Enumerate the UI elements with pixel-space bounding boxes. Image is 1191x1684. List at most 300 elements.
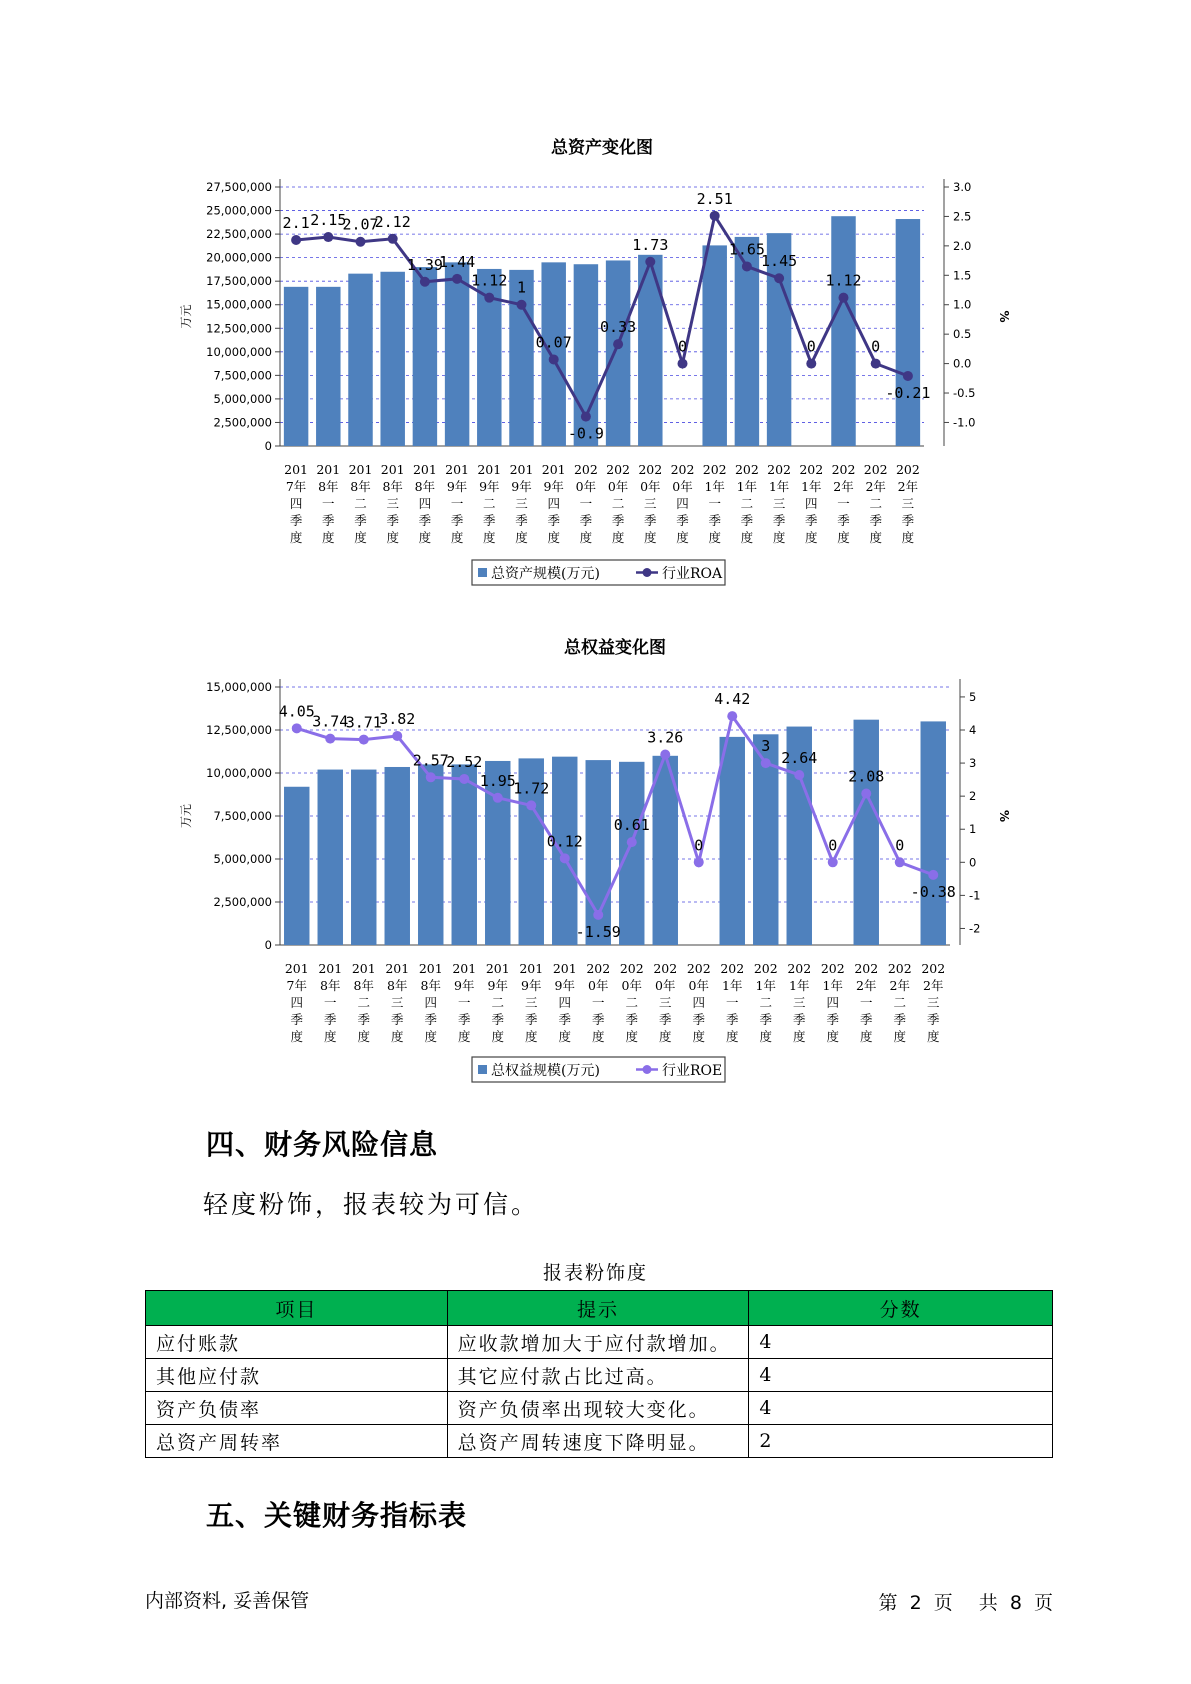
x-tick-label: 度 <box>323 1029 337 1044</box>
data-label: 0 <box>828 836 838 855</box>
y2-axis-label: % <box>997 310 1011 323</box>
y2-tick-label: -1.0 <box>953 415 976 430</box>
risk-table-header-row <box>146 1291 1053 1326</box>
total-prefix: 共 <box>978 1592 998 1614</box>
page-current: 2 <box>909 1592 922 1614</box>
y2-tick-label: -2 <box>969 921 981 936</box>
x-tick-label: 四 <box>805 496 818 511</box>
x-tick-label: 201 <box>316 462 341 477</box>
x-tick-label: 四 <box>692 995 706 1010</box>
x-tick-label: 8年 <box>420 978 441 993</box>
x-tick-label: 202 <box>863 462 888 477</box>
data-label: 2.07 <box>342 215 379 234</box>
x-tick-label: 0年 <box>621 978 642 993</box>
data-label: 2.57 <box>412 751 449 770</box>
bar <box>896 219 920 446</box>
x-tick-label: 三 <box>390 995 404 1010</box>
x-tick-label: 二 <box>625 995 639 1010</box>
bar <box>541 262 565 446</box>
x-tick-label: 季 <box>354 513 367 528</box>
cell-hint: 资产负债率出现较大变化。 <box>447 1392 749 1425</box>
x-tick-label: 9年 <box>446 479 468 494</box>
x-tick-label: 度 <box>792 1029 806 1044</box>
x-tick-label: 度 <box>418 530 432 545</box>
line-point <box>694 857 704 867</box>
x-tick-label: 2年 <box>923 978 944 993</box>
line-point <box>392 731 402 741</box>
x-tick-label: 度 <box>547 530 560 545</box>
x-tick-label: 8年 <box>318 479 339 494</box>
legend-bar-label: 总权益规模(万元) <box>491 1063 600 1079</box>
x-tick-label: 9年 <box>454 978 475 993</box>
page-total: 8 <box>1009 1592 1022 1614</box>
line-point <box>761 758 771 768</box>
x-tick-label: 1年 <box>755 978 776 993</box>
x-tick-label: 度 <box>658 1029 672 1044</box>
x-tick-label: 201 <box>385 961 410 976</box>
bar <box>831 216 855 446</box>
table-row <box>146 1359 1053 1392</box>
x-tick-label: 度 <box>354 530 367 545</box>
line-point <box>710 211 720 221</box>
footer-confidential: 内部资料, 妥善保管 <box>145 1590 310 1612</box>
x-tick-label: 201 <box>552 961 577 976</box>
data-label: -0.38 <box>910 882 956 901</box>
x-tick-label: 一 <box>725 995 739 1010</box>
x-tick-label: 度 <box>390 1029 404 1044</box>
y2-tick-label: -0.5 <box>953 386 976 401</box>
x-tick-label: 9年 <box>543 479 564 494</box>
x-tick-label: 2年 <box>889 978 910 993</box>
y2-tick-label: 4 <box>969 723 977 737</box>
line-point <box>526 800 536 810</box>
x-tick-label: 季 <box>772 513 786 528</box>
x-tick-label: 度 <box>386 530 399 545</box>
x-tick-label: 8年 <box>414 479 436 494</box>
x-tick-label: 一 <box>837 496 850 511</box>
bar <box>385 767 410 945</box>
line-point <box>660 749 670 759</box>
x-tick-label: 三 <box>792 995 806 1010</box>
line-point <box>388 234 398 244</box>
x-tick-label: 7年 <box>286 978 307 993</box>
data-label: 0.61 <box>613 816 650 835</box>
x-tick-label: 三 <box>926 995 940 1010</box>
x-tick-label: 度 <box>692 1029 706 1044</box>
cell-score: 4 <box>749 1326 1053 1359</box>
x-tick-label: 四 <box>424 995 438 1010</box>
header-hint: 提示 <box>447 1291 749 1326</box>
data-label: 2.51 <box>696 189 733 208</box>
x-tick-label: 201 <box>477 462 502 477</box>
x-tick-label: 2年 <box>897 479 919 494</box>
data-label: 0 <box>806 337 816 356</box>
y2-tick-label: 0 <box>969 855 977 870</box>
data-label: 0.07 <box>535 333 572 352</box>
cell-score: 4 <box>749 1359 1053 1392</box>
data-label: 1.73 <box>632 235 669 254</box>
line-point <box>420 277 430 287</box>
x-tick-label: 202 <box>831 462 856 477</box>
x-tick-label: 季 <box>837 513 850 528</box>
x-tick-label: 0年 <box>607 479 629 494</box>
x-tick-label: 度 <box>450 530 464 545</box>
x-tick-label: 度 <box>322 530 335 545</box>
x-tick-label: 季 <box>322 513 335 528</box>
x-tick-label: 四 <box>676 496 689 511</box>
footer-page-number <box>879 1588 1053 1615</box>
x-tick-label: 9年 <box>487 978 508 993</box>
x-tick-label: 季 <box>491 1012 505 1027</box>
y-tick-label: 15,000,000 <box>206 680 272 694</box>
line-point <box>493 793 503 803</box>
x-tick-label: 202 <box>767 462 792 477</box>
x-tick-label: 四 <box>547 496 560 511</box>
x-tick-label: 季 <box>515 513 528 528</box>
x-tick-label: 202 <box>670 462 695 477</box>
x-tick-label: 季 <box>524 1012 538 1027</box>
x-tick-label: 8年 <box>353 978 374 993</box>
data-label: 2.52 <box>446 752 483 771</box>
bar <box>445 262 469 446</box>
data-label: 1.95 <box>479 771 516 790</box>
cell-item: 其他应付款 <box>146 1359 448 1392</box>
x-tick-label: 度 <box>826 1029 840 1044</box>
bar <box>720 737 745 945</box>
x-tick-label: 一 <box>591 995 605 1010</box>
x-tick-label: 2年 <box>833 479 854 494</box>
data-label: 0 <box>694 836 704 855</box>
x-tick-label: 四 <box>289 496 303 511</box>
line-point <box>727 711 737 721</box>
total-equity-chart-svg <box>0 620 1191 1090</box>
x-tick-label: 度 <box>515 530 528 545</box>
line-point <box>794 770 804 780</box>
x-tick-label: 四 <box>290 995 304 1010</box>
table-row <box>146 1326 1053 1359</box>
x-tick-label: 季 <box>289 513 303 528</box>
header-score: 分数 <box>749 1291 1053 1326</box>
bar <box>284 287 308 446</box>
x-tick-label: 季 <box>625 1012 639 1027</box>
page-mid: 页 <box>933 1592 953 1614</box>
x-tick-label: 201 <box>445 462 470 477</box>
x-tick-label: 度 <box>805 530 818 545</box>
data-label: 0.33 <box>600 318 637 337</box>
data-label: 1 <box>516 278 527 297</box>
data-label: 2.08 <box>848 767 885 786</box>
x-tick-label: 季 <box>859 1012 873 1027</box>
x-tick-label: 度 <box>676 530 689 545</box>
x-tick-label: 202 <box>921 961 946 976</box>
x-tick-label: 202 <box>787 961 812 976</box>
x-tick-label: 二 <box>740 496 754 511</box>
x-tick-label: 三 <box>386 496 399 511</box>
x-tick-label: 度 <box>424 1029 438 1044</box>
x-tick-label: 二 <box>893 995 907 1010</box>
x-tick-label: 三 <box>901 496 915 511</box>
x-tick-label: 度 <box>901 530 915 545</box>
y-tick-label: 20,000,000 <box>206 250 272 265</box>
x-tick-label: 9年 <box>511 479 532 494</box>
y2-tick-label: 2 <box>969 789 977 804</box>
total-assets-chart <box>0 120 1191 590</box>
x-tick-label: 度 <box>558 1029 572 1044</box>
x-tick-label: 2年 <box>856 978 877 993</box>
x-tick-label: 1年 <box>768 479 790 494</box>
x-tick-label: 度 <box>625 1029 639 1044</box>
x-tick-label: 202 <box>734 462 759 477</box>
data-label: 2.64 <box>781 748 818 767</box>
x-tick-label: 季 <box>644 513 657 528</box>
y-tick-label: 12,500,000 <box>206 321 272 336</box>
x-tick-label: 季 <box>386 513 399 528</box>
x-tick-label: 二 <box>759 995 773 1010</box>
x-tick-label: 8年 <box>350 479 371 494</box>
bar <box>619 762 644 945</box>
x-tick-label: 一 <box>323 995 337 1010</box>
data-label: 3 <box>761 737 771 756</box>
x-tick-label: 季 <box>676 513 689 528</box>
y-tick-label: 2,500,000 <box>213 415 272 430</box>
x-tick-label: 201 <box>412 462 437 477</box>
x-tick-label: 202 <box>686 961 711 976</box>
bar <box>348 274 372 446</box>
x-tick-label: 201 <box>284 961 309 976</box>
data-label: -0.21 <box>885 383 931 402</box>
legend-line-label: 行业ROE <box>662 1063 723 1079</box>
x-tick-label: 一 <box>859 995 873 1010</box>
x-tick-label: 二 <box>869 496 882 511</box>
data-label: 1.39 <box>406 255 443 274</box>
x-tick-label: 202 <box>619 961 644 976</box>
x-tick-label: 季 <box>579 513 593 528</box>
x-tick-label: 一 <box>708 496 721 511</box>
x-tick-label: 二 <box>357 995 371 1010</box>
x-tick-label: 202 <box>720 961 745 976</box>
x-tick-label: 202 <box>887 961 912 976</box>
y-tick-label: 27,500,000 <box>206 180 272 194</box>
x-tick-label: 度 <box>725 1029 739 1044</box>
x-tick-label: 一 <box>450 496 464 511</box>
x-tick-label: 季 <box>457 1012 471 1027</box>
x-tick-label: 201 <box>509 462 534 477</box>
x-tick-label: 1年 <box>722 978 743 993</box>
data-label: 1.12 <box>471 271 508 290</box>
x-tick-label: 0年 <box>640 479 661 494</box>
x-tick-label: 四 <box>558 995 572 1010</box>
x-tick-label: 一 <box>457 995 471 1010</box>
x-tick-label: 季 <box>759 1012 773 1027</box>
x-tick-label: 季 <box>547 513 560 528</box>
line-point <box>325 734 335 744</box>
bar <box>606 260 630 446</box>
line-point <box>678 359 688 369</box>
x-tick-label: 0年 <box>655 978 676 993</box>
line-point <box>484 293 494 303</box>
cell-item: 资产负债率 <box>146 1392 448 1425</box>
bar <box>854 720 879 945</box>
line-point <box>613 339 623 349</box>
y2-tick-label: 3 <box>969 756 977 771</box>
x-tick-label: 0年 <box>575 479 597 494</box>
bar <box>702 245 726 446</box>
x-tick-label: 季 <box>418 513 432 528</box>
bar <box>921 721 946 945</box>
data-label: 0 <box>677 337 688 356</box>
data-label: 3.82 <box>379 709 416 728</box>
x-tick-label: 四 <box>418 496 432 511</box>
y-tick-label: 25,000,000 <box>206 203 272 218</box>
x-tick-label: 9年 <box>554 978 575 993</box>
x-tick-label: 1年 <box>822 978 843 993</box>
line-point <box>581 412 591 422</box>
x-tick-label: 季 <box>725 1012 739 1027</box>
legend-line-marker <box>643 1065 652 1074</box>
bar <box>413 267 437 446</box>
x-tick-label: 度 <box>289 530 303 545</box>
total-suffix: 页 <box>1033 1592 1053 1614</box>
x-tick-label: 202 <box>653 961 678 976</box>
x-tick-label: 季 <box>611 513 625 528</box>
x-tick-label: 201 <box>380 462 405 477</box>
x-tick-label: 度 <box>772 530 786 545</box>
x-tick-label: 202 <box>854 961 879 976</box>
x-tick-label: 季 <box>357 1012 371 1027</box>
x-tick-label: 二 <box>611 496 625 511</box>
y2-tick-label: 5 <box>969 689 977 704</box>
x-tick-label: 季 <box>901 513 915 528</box>
table-row <box>146 1392 1053 1425</box>
cell-score: 4 <box>749 1392 1053 1425</box>
x-tick-label: 度 <box>491 1029 505 1044</box>
x-tick-label: 1年 <box>736 479 758 494</box>
x-tick-label: 201 <box>452 961 477 976</box>
x-tick-label: 季 <box>805 513 818 528</box>
data-label: 3.74 <box>312 712 349 731</box>
x-tick-label: 0年 <box>688 978 709 993</box>
chart-title: 总资产变化图 <box>551 138 653 158</box>
x-tick-label: 度 <box>740 530 754 545</box>
x-tick-label: 度 <box>644 530 657 545</box>
data-label: 2.12 <box>374 212 411 231</box>
y-tick-label: 10,000,000 <box>206 766 272 780</box>
x-tick-label: 201 <box>418 961 443 976</box>
x-tick-label: 季 <box>558 1012 572 1027</box>
line-point <box>356 237 366 247</box>
data-label: 2.1 <box>282 213 310 232</box>
x-tick-label: 202 <box>895 462 920 477</box>
data-label: 3.71 <box>345 713 382 732</box>
legend-line-marker <box>643 568 652 577</box>
y2-axis-label: % <box>997 809 1011 823</box>
x-tick-label: 度 <box>708 530 721 545</box>
legend-bar-swatch <box>478 1065 487 1074</box>
y-tick-label: 12,500,000 <box>206 723 272 737</box>
data-label: 0 <box>895 836 905 855</box>
line-point <box>323 232 333 242</box>
data-label: 0 <box>871 337 881 356</box>
data-label: 2.15 <box>310 211 347 230</box>
line-point <box>645 257 655 267</box>
y-tick-label: 17,500,000 <box>206 274 272 289</box>
line-point <box>627 837 637 847</box>
y-axis-label: 万元 <box>179 304 193 329</box>
x-tick-label: 度 <box>357 1029 371 1044</box>
y2-tick-label: 1.5 <box>953 268 972 283</box>
x-tick-label: 季 <box>483 513 496 528</box>
data-label: -1.59 <box>575 922 621 941</box>
line-point <box>861 789 871 799</box>
x-tick-label: 度 <box>290 1029 304 1044</box>
x-tick-label: 季 <box>740 513 754 528</box>
x-tick-label: 202 <box>638 462 663 477</box>
bar <box>284 787 309 945</box>
page-prefix: 第 <box>878 1592 898 1614</box>
legend-bar-swatch <box>478 568 487 577</box>
x-tick-label: 201 <box>351 961 376 976</box>
x-tick-label: 一 <box>322 496 335 511</box>
line-point <box>426 772 436 782</box>
x-tick-label: 二 <box>354 496 367 511</box>
x-tick-label: 季 <box>658 1012 672 1027</box>
x-tick-label: 202 <box>799 462 824 477</box>
line-point <box>359 735 369 745</box>
x-tick-label: 二 <box>483 496 496 511</box>
data-label: 4.42 <box>714 690 751 709</box>
chart-title: 总权益变化图 <box>564 638 666 658</box>
line-point <box>928 870 938 880</box>
x-tick-label: 二 <box>491 995 505 1010</box>
data-label: 0.12 <box>546 832 583 851</box>
risk-table-caption: 报表粉饰度 <box>542 1262 648 1284</box>
x-tick-label: 季 <box>424 1012 438 1027</box>
x-tick-label: 三 <box>658 995 672 1010</box>
x-tick-label: 2年 <box>865 479 886 494</box>
line-point <box>291 235 301 245</box>
bar <box>380 272 404 446</box>
x-tick-label: 度 <box>759 1029 773 1044</box>
line-point <box>452 274 462 284</box>
x-tick-label: 四 <box>826 995 840 1010</box>
legend-line-label: 行业ROA <box>662 566 723 582</box>
y2-tick-label: 0.0 <box>953 356 972 371</box>
x-tick-label: 季 <box>869 513 882 528</box>
y2-tick-label: 0.5 <box>953 327 972 342</box>
x-tick-label: 0年 <box>672 479 693 494</box>
x-tick-label: 9年 <box>521 978 542 993</box>
cell-item: 应付账款 <box>146 1326 448 1359</box>
legend-bar-label: 总资产规模(万元) <box>491 566 600 582</box>
y-tick-label: 22,500,000 <box>206 227 272 242</box>
x-tick-label: 1年 <box>801 479 822 494</box>
data-label: 1.72 <box>513 779 550 798</box>
x-tick-label: 季 <box>450 513 464 528</box>
line-point <box>549 354 559 364</box>
x-tick-label: 季 <box>708 513 721 528</box>
section-4-title: 四、财务风险信息 <box>206 1128 439 1161</box>
line-point <box>292 723 302 733</box>
y2-tick-label: 2.0 <box>953 238 972 253</box>
x-tick-label: 9年 <box>479 479 500 494</box>
x-tick-label: 201 <box>485 961 510 976</box>
x-tick-label: 202 <box>606 462 631 477</box>
x-tick-label: 三 <box>644 496 657 511</box>
section-5-title: 五、关键财务指标表 <box>206 1499 468 1532</box>
x-tick-label: 201 <box>284 462 309 477</box>
x-tick-label: 度 <box>457 1029 471 1044</box>
x-tick-label: 202 <box>586 961 611 976</box>
